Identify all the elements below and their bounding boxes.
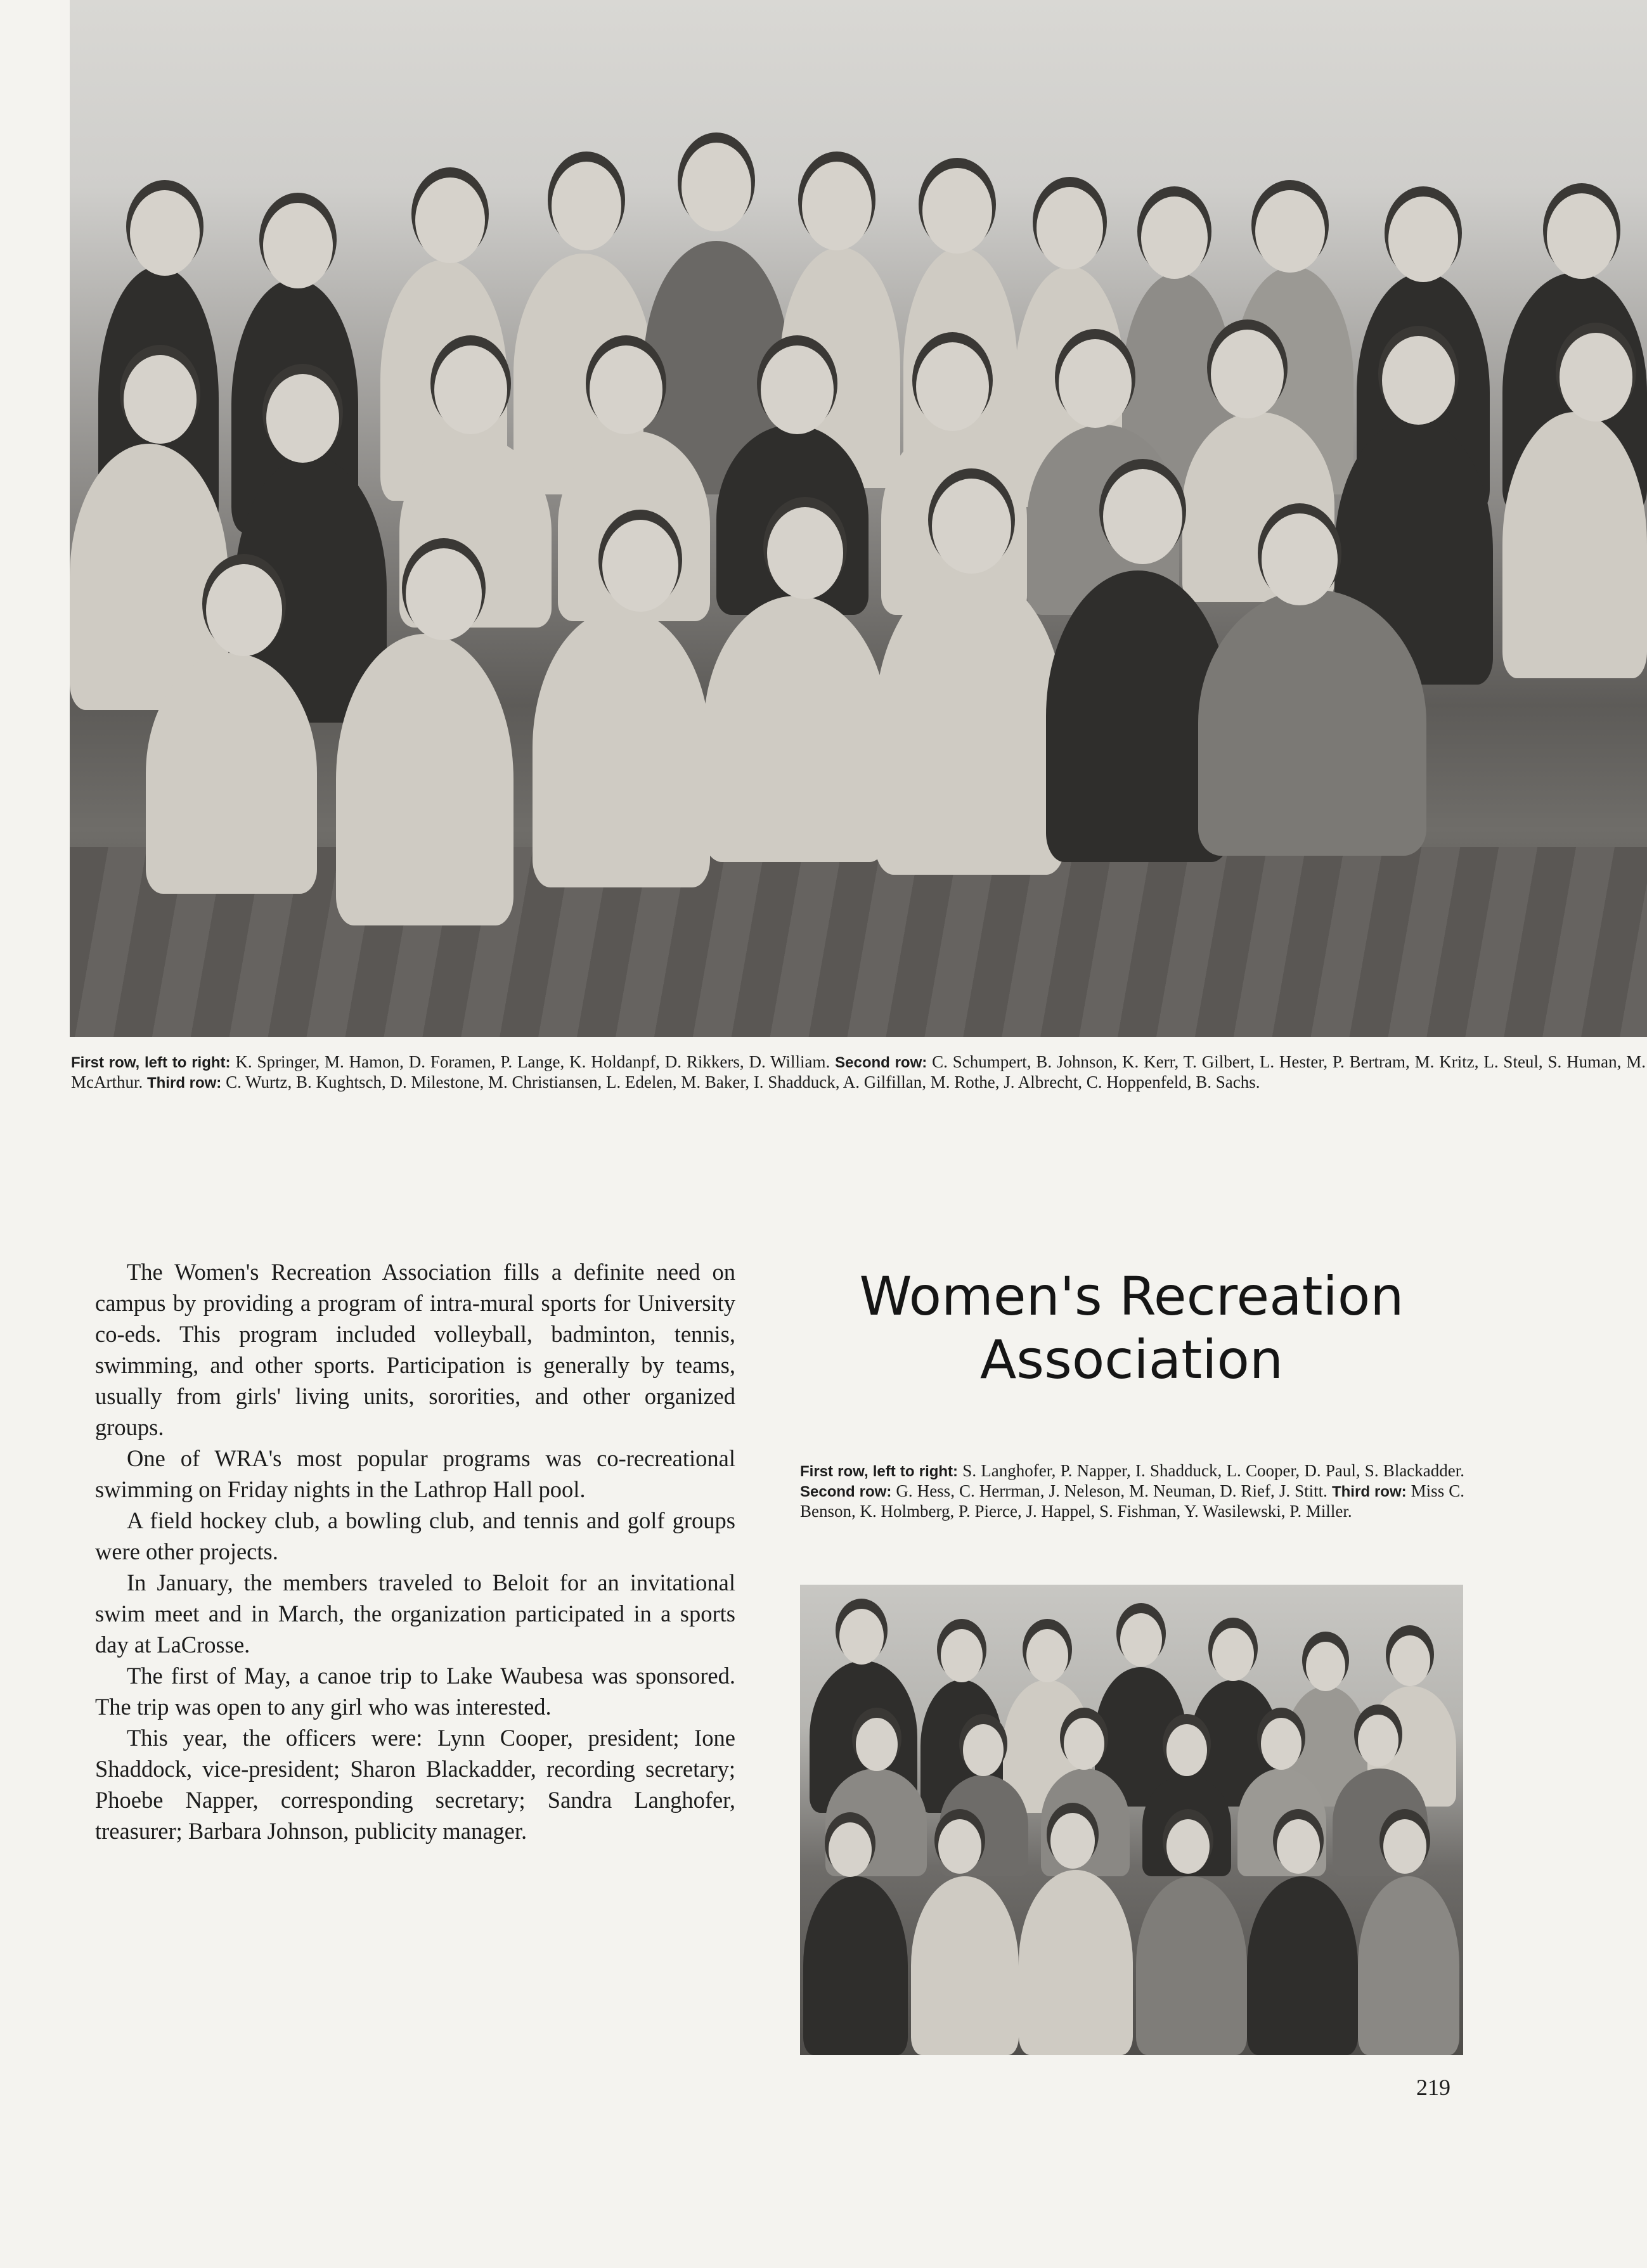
group-photo-small	[800, 1585, 1463, 2055]
page-title	[780, 1265, 1483, 1391]
photo-head	[1141, 197, 1208, 279]
caption-row1-names: S. Langhofer, P. Napper, I. Shadduck, L. Cooper, D. Paul, S. Blackadder.	[962, 1461, 1465, 1480]
photo-head	[1212, 1628, 1254, 1681]
photo-head	[1064, 1718, 1104, 1770]
photo-head	[1211, 330, 1284, 418]
photo-head	[1262, 513, 1338, 605]
top-photo-caption	[71, 1052, 1646, 1093]
photo-head	[1390, 1635, 1430, 1686]
page-title-line1: Women's Recreation	[859, 1265, 1404, 1327]
article-body	[95, 1256, 735, 1846]
photo-figure	[803, 1876, 908, 2055]
article-paragraph: The first of May, a canoe trip to Lake Waubesa was sponsored. The trip was open to any girl who was interested.	[95, 1663, 735, 1720]
photo-figure	[1198, 590, 1426, 856]
photo-head	[602, 520, 678, 612]
article-paragraph: In January, the members traveled to Beloit for an invitational swim meet and in March, the organization participated in a sports day at LaCrosse.	[95, 1569, 735, 1658]
photo-figure	[1247, 1876, 1358, 2055]
photo-head	[1037, 187, 1103, 269]
photo-head	[941, 1629, 983, 1682]
photo-figure	[704, 596, 888, 862]
caption-row2-names: C. Schumpert, B. Johnson, K. Kerr, T. Gilbert, L. Hester, P. Bertram, M. Kritz, L. Steul, S. Human, M. McArthur.	[71, 1052, 1646, 1092]
photo-head	[1306, 1642, 1345, 1691]
photo-head	[932, 479, 1011, 574]
photo-head	[829, 1822, 872, 1877]
caption-row3-names: C. Wurtz, B. Kughtsch, D. Milestone, M. Christiansen, L. Edelen, M. Baker, I. Shadduck, A. Gilfillan, M. Rothe, J. Albrecht, C. Hoppenfeld, B. Sachs.	[226, 1073, 1260, 1092]
article-paragraph: This year, the officers were: Lynn Cooper, president; Ione Shaddock, vice-president; Sharon Blackadder, recording secretary; Phoebe Napper, corresponding secretary; Sandra Langhofer, treasurer; Barbara Johnson, publicity manager.	[95, 1725, 735, 1844]
photo-head	[681, 143, 751, 231]
caption-row1-label: First row, left to right:	[71, 1054, 231, 1071]
photo-head	[263, 203, 333, 288]
page-title-line2: Association	[979, 1329, 1284, 1391]
photo-head	[1103, 469, 1182, 564]
photo-head	[1120, 1613, 1162, 1666]
photo-figure	[146, 653, 317, 894]
photo-head	[922, 168, 992, 254]
caption-row3-label: Third row:	[1331, 1483, 1407, 1500]
caption-row3-names: Miss C. Benson, K. Holmberg, P. Pierce, J. Happel, S. Fishman, Y. Wasilewski, P. Miller.	[800, 1481, 1465, 1521]
page-number: 219	[1416, 2075, 1450, 2100]
photo-head	[1050, 1813, 1095, 1869]
photo-head	[434, 345, 507, 434]
photo-head	[1382, 336, 1455, 425]
photo-head	[552, 162, 621, 250]
photo-head	[1026, 1629, 1068, 1682]
caption-row2-label: Second row:	[800, 1483, 892, 1500]
article-paragraph: A field hockey club, a bowling club, and tennis and golf groups were other projects.	[95, 1507, 735, 1564]
photo-head	[124, 355, 197, 444]
photo-head	[1166, 1724, 1207, 1776]
photo-head	[206, 564, 282, 656]
photo-head	[1388, 197, 1458, 282]
caption-row2-names: G. Hess, C. Herrman, J. Neleson, M. Neuman, D. Rief, J. Stitt.	[896, 1481, 1327, 1500]
photo-head	[1560, 333, 1632, 422]
photo-head	[761, 345, 834, 434]
photo-head	[1547, 193, 1617, 279]
photo-head	[1261, 1718, 1301, 1770]
photo-head	[1277, 1819, 1320, 1874]
photo-head	[266, 374, 339, 463]
caption-row1-names: K. Springer, M. Hamon, D. Foramen, P. Lange, K. Holdanpf, D. Rikkers, D. William.	[235, 1052, 830, 1071]
photo-figure	[1358, 1876, 1459, 2055]
photo-head	[406, 548, 482, 640]
photo-head	[839, 1609, 884, 1665]
article-paragraph: One of WRA's most popular programs was co-recreational swimming on Friday nights in the Lathrop Hall pool.	[95, 1445, 735, 1502]
photo-head	[856, 1718, 898, 1771]
photo-head	[938, 1819, 981, 1874]
article-paragraph: The Women's Recreation Association fills a definite need on campus by providing a program of intra-mural sports for University co-eds. This program included volleyball, badminton, tennis, swimming, and other sports. Participation is generally by teams, usually from girls' living units, sororities, and other organized groups.	[95, 1259, 735, 1440]
caption-row2-label: Second row:	[835, 1054, 927, 1071]
photo-head	[1059, 339, 1132, 428]
group-photo-top	[70, 0, 1647, 1037]
small-photo-caption	[800, 1461, 1464, 1521]
caption-row1-label: First row, left to right:	[800, 1463, 959, 1480]
photo-head	[963, 1724, 1004, 1776]
photo-figure	[1136, 1876, 1247, 2055]
photo-head	[1383, 1819, 1426, 1874]
photo-head	[916, 342, 989, 431]
photo-figure	[336, 634, 513, 925]
photo-head	[1358, 1715, 1398, 1767]
caption-row3-label: Third row:	[146, 1074, 222, 1092]
photo-head	[130, 190, 200, 276]
photo-figure	[1019, 1870, 1133, 2055]
photo-figure	[533, 609, 710, 887]
photo-head	[802, 162, 872, 250]
photo-head	[415, 177, 485, 263]
photo-head	[590, 345, 662, 434]
photo-head	[1255, 190, 1325, 273]
photo-figure	[1502, 412, 1647, 678]
photo-figure	[911, 1876, 1019, 2055]
photo-head	[1166, 1819, 1210, 1874]
photo-figure	[875, 570, 1065, 875]
photo-head	[767, 507, 843, 599]
